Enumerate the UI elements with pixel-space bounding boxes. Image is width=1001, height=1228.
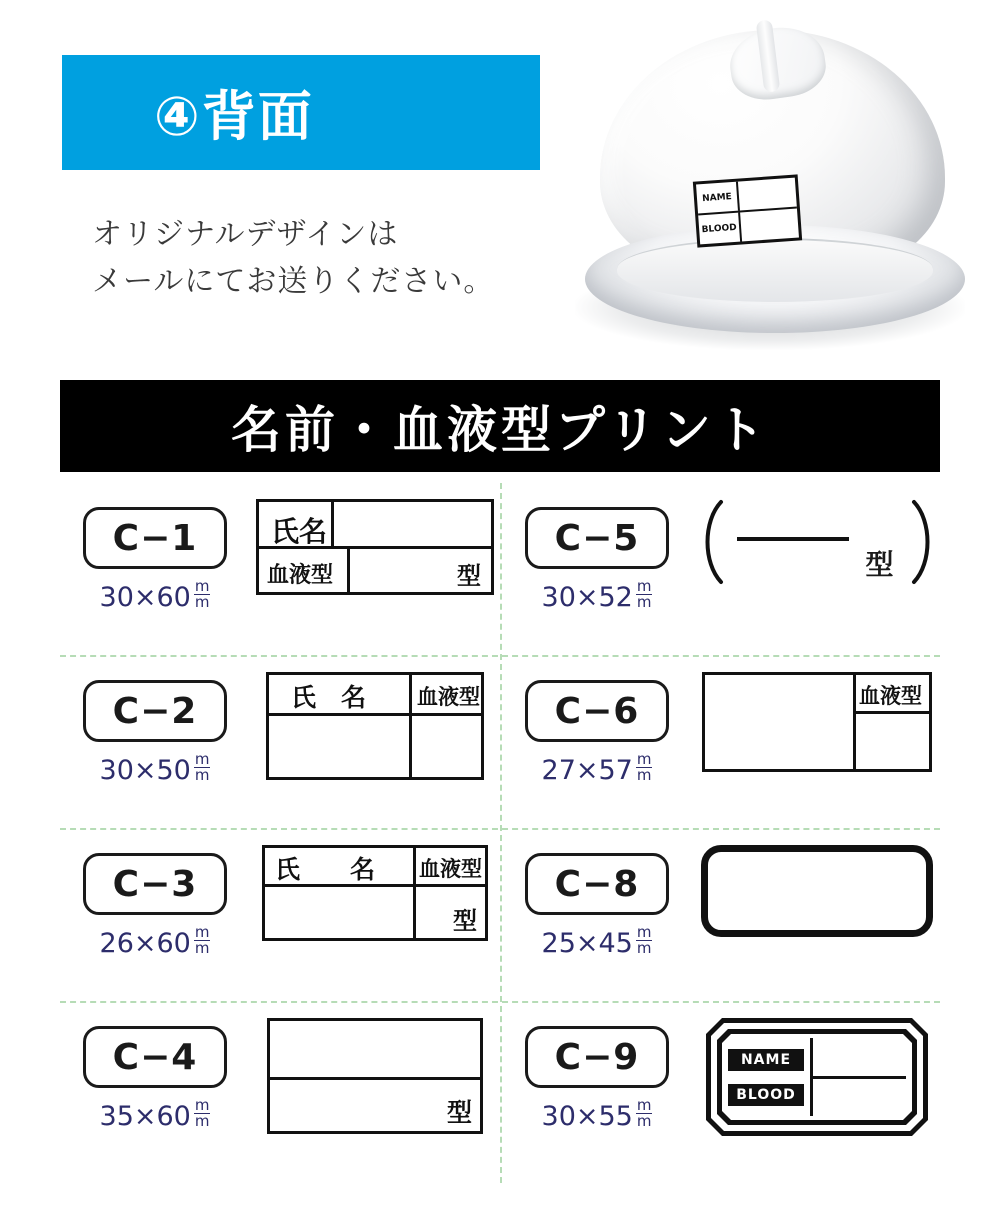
unit-numerator: m	[194, 923, 210, 941]
sample-c5-label	[502, 483, 692, 613]
section-title-label: 名前・血液型プリント	[231, 401, 769, 459]
label-blood: 血液型	[417, 685, 480, 709]
helmet-sticker-blood-label: BLOOD	[698, 213, 742, 245]
subtitle-line-2: メールにてお送りください。	[92, 263, 495, 299]
sample-c5-frame	[695, 499, 940, 585]
sample-c2[interactable]	[60, 656, 500, 828]
sample-c5-code: C−5	[525, 507, 669, 569]
sample-c3-code: C−3	[83, 853, 227, 915]
sample-c8-dimensions	[542, 925, 653, 959]
sample-c9-size: 30×55	[541, 1101, 633, 1132]
unit-numerator: m	[636, 1096, 652, 1114]
label-blood: BLOOD	[728, 1084, 804, 1106]
unit-denominator: m	[194, 766, 210, 784]
label-kata: 型	[446, 1098, 472, 1127]
sample-c5-dimensions	[542, 579, 653, 613]
sample-c5[interactable]	[502, 483, 942, 655]
unit-denominator: m	[636, 593, 652, 611]
sample-c2-frame	[266, 672, 484, 780]
unit-denominator: m	[194, 1112, 210, 1130]
sample-c1-frame	[256, 499, 494, 595]
section-badge	[62, 55, 540, 170]
helmet-sticker-blood-value	[740, 209, 799, 242]
unit-denominator: m	[194, 939, 210, 957]
sample-c1-label	[60, 483, 250, 613]
sample-c3-frame	[262, 845, 488, 941]
sample-c9-label	[502, 1002, 692, 1132]
print-sample-grid	[60, 483, 940, 1183]
label-name: 氏 名	[291, 683, 367, 712]
sample-c2-dimensions	[100, 752, 211, 786]
label-blood: 血液型	[419, 857, 482, 881]
sample-c3-dimensions	[100, 925, 211, 959]
sample-c6-code: C−6	[525, 680, 669, 742]
sample-c9-art	[692, 1002, 942, 1136]
sample-c8-frame	[701, 845, 933, 937]
sample-c1[interactable]	[60, 483, 500, 655]
sample-c1-code: C−1	[83, 507, 227, 569]
subtitle-line-1: オリジナルデザインは	[92, 217, 399, 252]
label-blood: 血液型	[859, 684, 922, 708]
sample-c1-size: 30×60	[99, 582, 191, 613]
unit-mm	[194, 1098, 211, 1129]
helmet-brim-inner	[617, 238, 933, 302]
unit-mm	[636, 752, 653, 783]
unit-numerator: m	[194, 577, 210, 595]
unit-denominator: m	[636, 1112, 652, 1130]
sample-c8-code: C−8	[525, 853, 669, 915]
sample-c6-frame	[702, 672, 932, 772]
sample-c6-label	[502, 656, 692, 786]
label-name: 氏名	[271, 515, 328, 548]
sample-c8-label	[502, 829, 692, 959]
unit-mm	[194, 579, 211, 610]
unit-denominator: m	[636, 939, 652, 957]
unit-mm	[636, 579, 653, 610]
unit-numerator: m	[636, 923, 652, 941]
sample-c9-dimensions	[542, 1098, 653, 1132]
write-line	[737, 537, 849, 541]
section-badge-label: ④背面	[154, 85, 314, 148]
sample-c4[interactable]	[60, 1002, 500, 1174]
right-paren	[910, 499, 940, 585]
sample-c1-dimensions	[100, 579, 211, 613]
label-kata: 型	[457, 562, 481, 590]
unit-denominator: m	[636, 766, 652, 784]
sample-c2-art	[250, 656, 500, 780]
divider-h	[810, 1076, 906, 1079]
sample-c8[interactable]	[502, 829, 942, 1001]
helmet-sticker-name-label: NAME	[696, 182, 740, 214]
unit-numerator: m	[636, 750, 652, 768]
sample-c6-size: 27×57	[541, 755, 633, 786]
unit-numerator: m	[636, 577, 652, 595]
helmet-name-sticker	[693, 174, 802, 247]
label-name: NAME	[728, 1049, 804, 1071]
sample-c4-size: 35×60	[99, 1101, 191, 1132]
c9-label-stack	[728, 1042, 804, 1112]
helmet-photo	[555, 10, 985, 365]
sample-c4-label	[60, 1002, 250, 1132]
divider-v	[409, 675, 412, 777]
sample-c3[interactable]	[60, 829, 500, 1001]
sample-c6[interactable]	[502, 656, 942, 828]
unit-numerator: m	[194, 750, 210, 768]
sample-c3-size: 26×60	[99, 928, 191, 959]
divider-v	[413, 848, 416, 938]
sample-c4-code: C−4	[83, 1026, 227, 1088]
sample-c9-frame	[706, 1018, 928, 1136]
sample-c8-art	[692, 829, 942, 937]
sample-c6-art	[692, 656, 942, 772]
unit-numerator: m	[194, 1096, 210, 1114]
divider-v	[853, 675, 856, 769]
label-blood: 血液型	[267, 563, 334, 588]
unit-mm	[636, 1098, 653, 1129]
sample-c3-label	[60, 829, 250, 959]
sample-c8-size: 25×45	[541, 928, 633, 959]
sample-c4-dimensions	[100, 1098, 211, 1132]
left-paren	[695, 499, 725, 585]
section-title-bar	[60, 380, 940, 472]
helmet-sticker-row-blood	[698, 209, 799, 245]
divider-h	[853, 711, 929, 714]
sample-c2-code: C−2	[83, 680, 227, 742]
sample-c5-size: 30×52	[541, 582, 633, 613]
sample-c5-art	[692, 483, 942, 585]
label-kata: 型	[865, 548, 894, 581]
helmet-sticker-name-value	[738, 178, 797, 211]
label-name: 氏 名	[275, 855, 376, 884]
unit-denominator: m	[194, 593, 210, 611]
sample-c4-art	[250, 1002, 500, 1134]
label-kata: 型	[453, 907, 477, 935]
unit-mm	[194, 925, 211, 956]
sample-c9[interactable]	[502, 1002, 942, 1174]
sample-c3-art	[250, 829, 500, 941]
divider-v-top	[331, 502, 334, 549]
sample-c2-size: 30×50	[99, 755, 191, 786]
sample-c9-code: C−9	[525, 1026, 669, 1088]
sample-c4-frame	[267, 1018, 483, 1134]
unit-mm	[636, 925, 653, 956]
divider-h	[270, 1077, 480, 1080]
divider-v-bottom	[347, 549, 350, 592]
unit-mm	[194, 752, 211, 783]
sample-c6-dimensions	[542, 752, 653, 786]
sample-c2-label	[60, 656, 250, 786]
sample-c1-art	[250, 483, 500, 595]
subtitle-block	[92, 212, 542, 305]
